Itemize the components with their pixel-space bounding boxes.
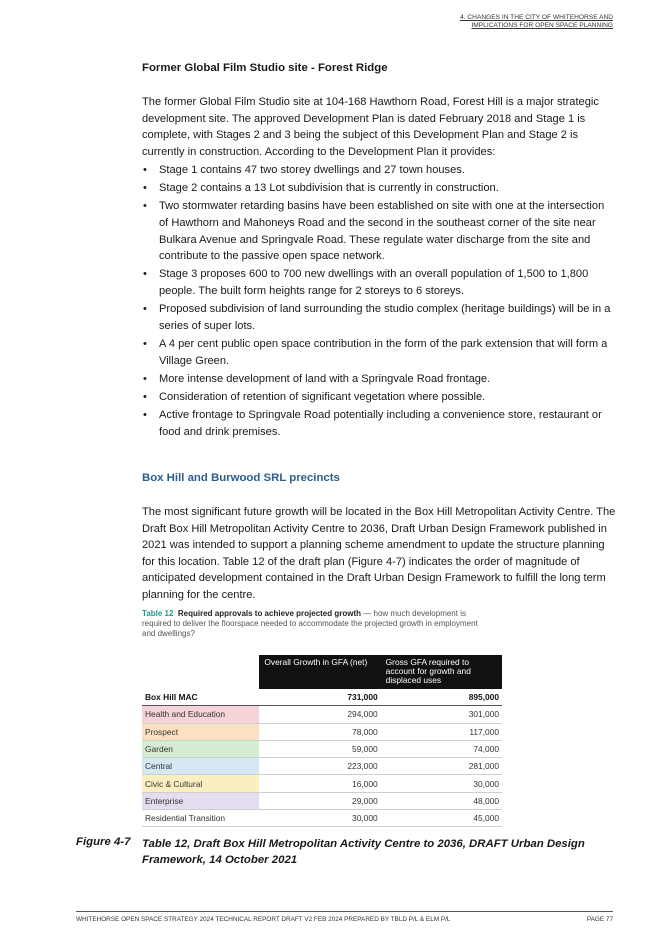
list-item: • Stage 3 proposes 600 to 700 new dwellings with an overall population of 1,500 to 1,800 people. The built form heights range for 2 storeys to 6 storeys. <box>143 268 589 297</box>
forest-ridge-intro: The former Global Film Studio site at 104-168 Hawthorn Road, Forest Hill is a major strategic development site. The approved Development Plan is dated February 2018 and Stage 1 is complete, with Stages 2 and 3 being the subject of this Development Plan and Stage 2 is currently in construction. According to the Development Plan it provides: <box>142 96 599 158</box>
table-caption <box>142 609 482 639</box>
gross-gfa-value: 301,000 <box>381 706 502 723</box>
overall-growth-value: 30,000 <box>259 810 380 827</box>
list-item: • Active frontage to Springvale Road potentially including a convenience store, restaurant or food and drink premises. <box>143 409 602 438</box>
overall-growth-value: 731,000 <box>259 689 380 706</box>
running-header-line-2: IMPLICATIONS FOR OPEN SPACE PLANNING <box>471 22 613 29</box>
page-number: PAGE 77 <box>586 916 613 923</box>
table-row <box>142 810 502 827</box>
table-subtitle: — how much development is required to deliver the floorspace needed to accommodate the projected growth in employment and dwellings? <box>142 609 478 638</box>
section-title-forest-ridge: Former Global Film Studio site - Forest Ridge <box>142 62 388 74</box>
running-header <box>460 14 613 30</box>
table-row <box>142 775 502 792</box>
running-header-line-1: 4. CHANGES IN THE CITY OF WHITEHORSE AND <box>460 14 613 21</box>
gross-gfa-value: 117,000 <box>381 723 502 740</box>
footer-divider <box>76 911 613 912</box>
figure-caption: Table 12, Draft Box Hill Metropolitan Activity Centre to 2036, DRAFT Urban Design Framework, 14 October 2021 <box>142 838 585 867</box>
table-title: Required approvals to achieve projected growth <box>177 609 362 618</box>
section-title-box-hill: Box Hill and Burwood SRL precincts <box>142 472 340 484</box>
table-row <box>142 723 502 740</box>
col-header-overall: Overall Growth in GFA (net) <box>259 655 380 689</box>
list-item: • Stage 1 contains 47 two storey dwellings and 27 town houses. <box>142 162 616 179</box>
list-item: • Two stormwater retarding basins have been established on site with one at the intersection of Hawthorn and Mahoneys Road and the second in the southeast corner of the site near Bulkara Avenue and Springvale Road. These regulate water discharge from the site and contribute to the passive open space network. <box>143 200 605 263</box>
table-row <box>142 758 502 775</box>
row-label: Central <box>142 758 259 775</box>
row-label: Residential Transition <box>142 810 259 827</box>
list-item: • Proposed subdivision of land surrounding the studio complex (heritage buildings) will be in a series of super lots. <box>143 303 611 332</box>
gross-gfa-value: 895,000 <box>381 689 502 706</box>
row-label: Garden <box>142 740 259 757</box>
row-label: Box Hill MAC <box>142 689 259 706</box>
gross-gfa-value: 281,000 <box>381 758 502 775</box>
list-item: • Stage 2 contains a 13 Lot subdivision that is currently in construction. <box>142 180 616 197</box>
bullet-icon: • <box>143 164 147 176</box>
gross-gfa-value: 48,000 <box>381 792 502 809</box>
gfa-table <box>142 655 502 827</box>
figure-label: Figure 4-7 <box>76 836 131 848</box>
table-row <box>142 740 502 757</box>
table-header-row <box>142 655 502 689</box>
list-item: • Consideration of retention of significant vegetation where possible. <box>142 389 616 406</box>
table-number: Table 12 <box>142 609 174 618</box>
table-row <box>142 792 502 809</box>
row-label: Civic & Cultural <box>142 775 259 792</box>
overall-growth-value: 59,000 <box>259 740 380 757</box>
overall-growth-value: 29,000 <box>259 792 380 809</box>
gross-gfa-value: 45,000 <box>381 810 502 827</box>
forest-ridge-bullet-list <box>142 162 616 442</box>
bullet-icon: • <box>143 409 147 422</box>
bullet-icon: • <box>143 303 147 316</box>
box-hill-paragraph: The most significant future growth will be located in the Box Hill Metropolitan Activity Centre. The Draft Box Hill Metropolitan Activity Centre to 2036, Draft Urban Design Framework published in 2021 was intended to support a planning scheme amendment to update the structure planning for this location. Table 12 of the draft plan (Figure 4-7) indicates the order of magnitude of anticipated development contained in the Draft Urban Design Framework to fulfill the long term planning for the centre. <box>142 506 616 601</box>
overall-growth-value: 223,000 <box>259 758 380 775</box>
overall-growth-value: 294,000 <box>259 706 380 723</box>
bullet-icon: • <box>143 372 147 385</box>
row-label: Health and Education <box>142 706 259 723</box>
figure-table-image <box>142 609 502 824</box>
gross-gfa-value: 74,000 <box>381 740 502 757</box>
bullet-icon: • <box>143 390 147 403</box>
table-row <box>142 689 502 706</box>
bullet-icon: • <box>143 268 147 281</box>
col-header-gross: Gross GFA required to account for growth and displaced uses <box>381 655 502 689</box>
table-row <box>142 706 502 723</box>
list-item: • More intense development of land with a Springvale Road frontage. <box>142 371 616 388</box>
row-label: Prospect <box>142 723 259 740</box>
bullet-icon: • <box>143 182 147 195</box>
bullet-icon: • <box>143 200 147 213</box>
overall-growth-value: 16,000 <box>259 775 380 792</box>
list-item: • A 4 per cent public open space contribution in the form of the park extension that will form a Village Green. <box>143 337 608 367</box>
row-label: Enterprise <box>142 792 259 809</box>
gross-gfa-value: 30,000 <box>381 775 502 792</box>
bullet-icon: • <box>143 337 147 350</box>
overall-growth-value: 78,000 <box>259 723 380 740</box>
table-header-blank <box>142 655 259 689</box>
footer-text: WHITEHORSE OPEN SPACE STRATEGY 2024 TECHNICAL REPORT DRAFT V2 FEB 2024 PREPARED BY TBLD P/L & ELM P/L <box>76 916 451 923</box>
